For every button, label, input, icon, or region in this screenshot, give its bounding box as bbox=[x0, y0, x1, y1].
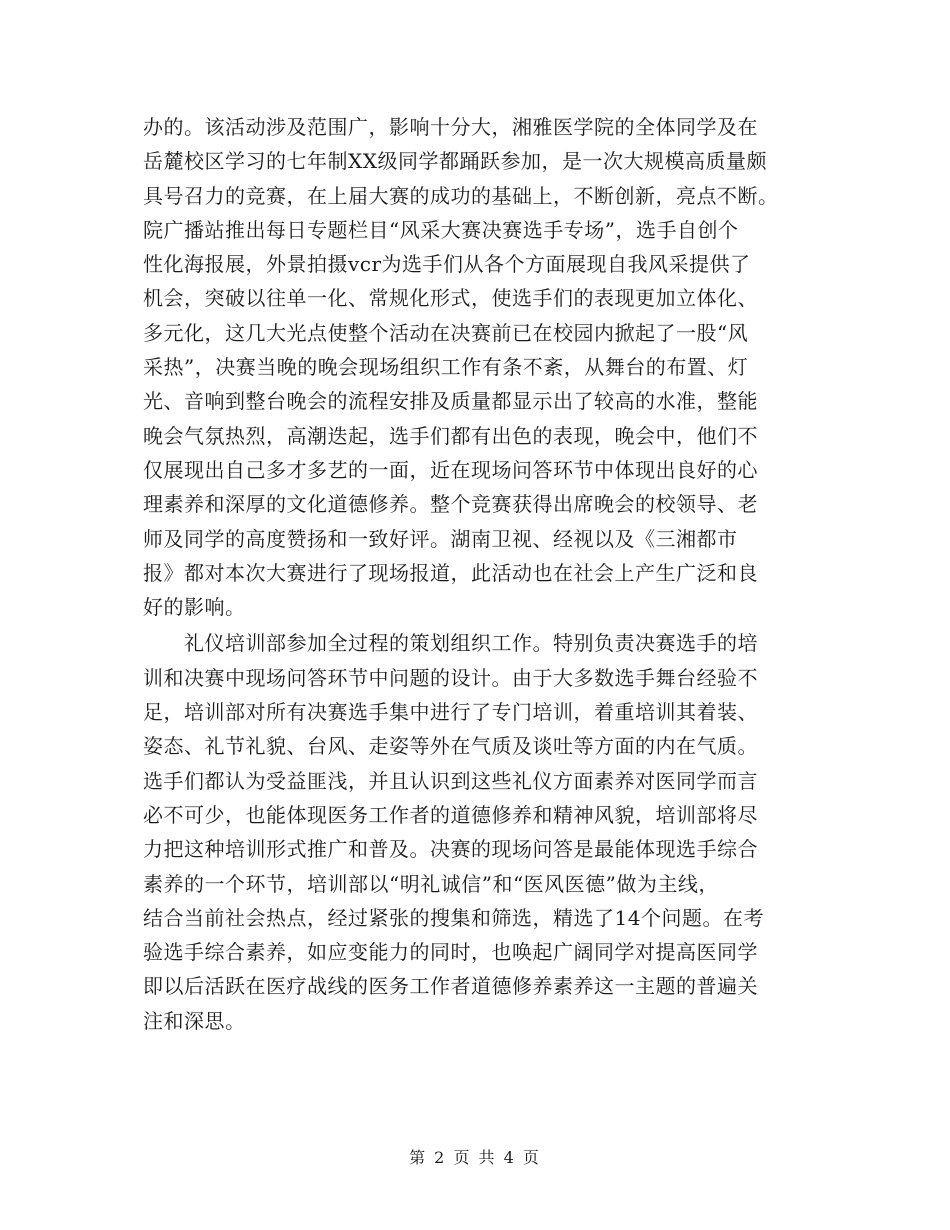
text-line: 即以后活跃在医疗战线的医务工作者道德修养素养这一主题的普遍关 bbox=[143, 974, 758, 999]
text-line: 具号召力的竞赛，在上届大赛的成功的基础上，不断创新，亮点不断。 bbox=[143, 183, 779, 208]
text-line: 师及同学的高度赞扬和一致好评。湖南卫视、经视以及《三湘都市 bbox=[143, 526, 738, 551]
text-line: 礼仪培训部参加全过程的策划组织工作。特别负责决赛选手的培 bbox=[143, 631, 758, 656]
text-line: 机会，突破以往单一化、常规化形式，使选手们的表现更加立体化、 bbox=[143, 286, 758, 311]
text-line: 姿态、礼节礼貌、台风、走姿等外在气质及谈吐等方面的内在气质。 bbox=[143, 734, 758, 759]
text-line: 验选手综合素养，如应变能力的同时，也唤起广阔同学对提高医同学 bbox=[143, 940, 758, 965]
text-line: 训和决赛中现场问答环节中问题的设计。由于大多数选手舞台经验不 bbox=[143, 665, 758, 690]
paragraph-2 bbox=[143, 626, 813, 1038]
page-number-footer: 第 2 页 共 4 页 bbox=[409, 1148, 541, 1167]
text-line: 理素养和深厚的文化道德修养。整个竞赛获得出席晚会的校领导、老 bbox=[143, 492, 758, 517]
text-line: 光、音响到整台晚会的流程安排及质量都显示出了较高的水准，整能 bbox=[143, 389, 758, 414]
text-line: 结合当前社会热点，经过紧张的搜集和筛选，精选了14个问题。在考 bbox=[143, 905, 764, 930]
text-line: 注和深思。 bbox=[143, 1008, 246, 1033]
text-line: 采热”，决赛当晚的晚会现场组织工作有条不紊，从舞台的布置、灯 bbox=[143, 355, 749, 380]
text-line: 素养的一个环节，培训部以“明礼诚信”和“医风医德”做为主线， bbox=[143, 871, 719, 896]
text-line: 多元化，这几大光点使整个活动在决赛前已在校园内掀起了一股“风 bbox=[143, 320, 749, 345]
text-line: 选手们都认为受益匪浅，并且认识到这些礼仪方面素养对医同学而言 bbox=[143, 768, 758, 793]
body-text bbox=[143, 110, 813, 1038]
text-line: 岳麓校区学习的七年制XX级同学都踊跃参加，是一次大规模高质量颇 bbox=[143, 149, 767, 174]
text-line: 性化海报展，外景拍摄vcr为选手们从各个方面展现自我风采提供了 bbox=[143, 252, 751, 277]
text-line: 仅展现出自己多才多艺的一面，近在现场问答环节中体现出良好的心 bbox=[143, 457, 758, 482]
text-line: 办的。该活动涉及范围广，影响十分大，湘雅医学院的全体同学及在 bbox=[143, 115, 758, 139]
paragraph-1 bbox=[143, 110, 813, 624]
text-line: 晚会气氛热烈，高潮迭起，选手们都有出色的表现，晚会中，他们不 bbox=[143, 423, 758, 448]
text-line: 好的影响。 bbox=[143, 595, 246, 620]
text-line: 力把这种培训形式推广和普及。决赛的现场问答是最能体现选手综合 bbox=[143, 837, 758, 862]
text-line: 必不可少，也能体现医务工作者的道德修养和精神风貌，培训部将尽 bbox=[143, 802, 758, 827]
text-line: 报》都对本次大赛进行了现场报道，此活动也在社会上产生广泛和良 bbox=[143, 560, 758, 585]
text-line: 院广播站推出每日专题栏目“风采大赛决赛选手专场”，选手自创个 bbox=[143, 217, 739, 242]
text-line: 足，培训部对所有决赛选手集中进行了专门培训，着重培训其着装、 bbox=[143, 700, 758, 725]
